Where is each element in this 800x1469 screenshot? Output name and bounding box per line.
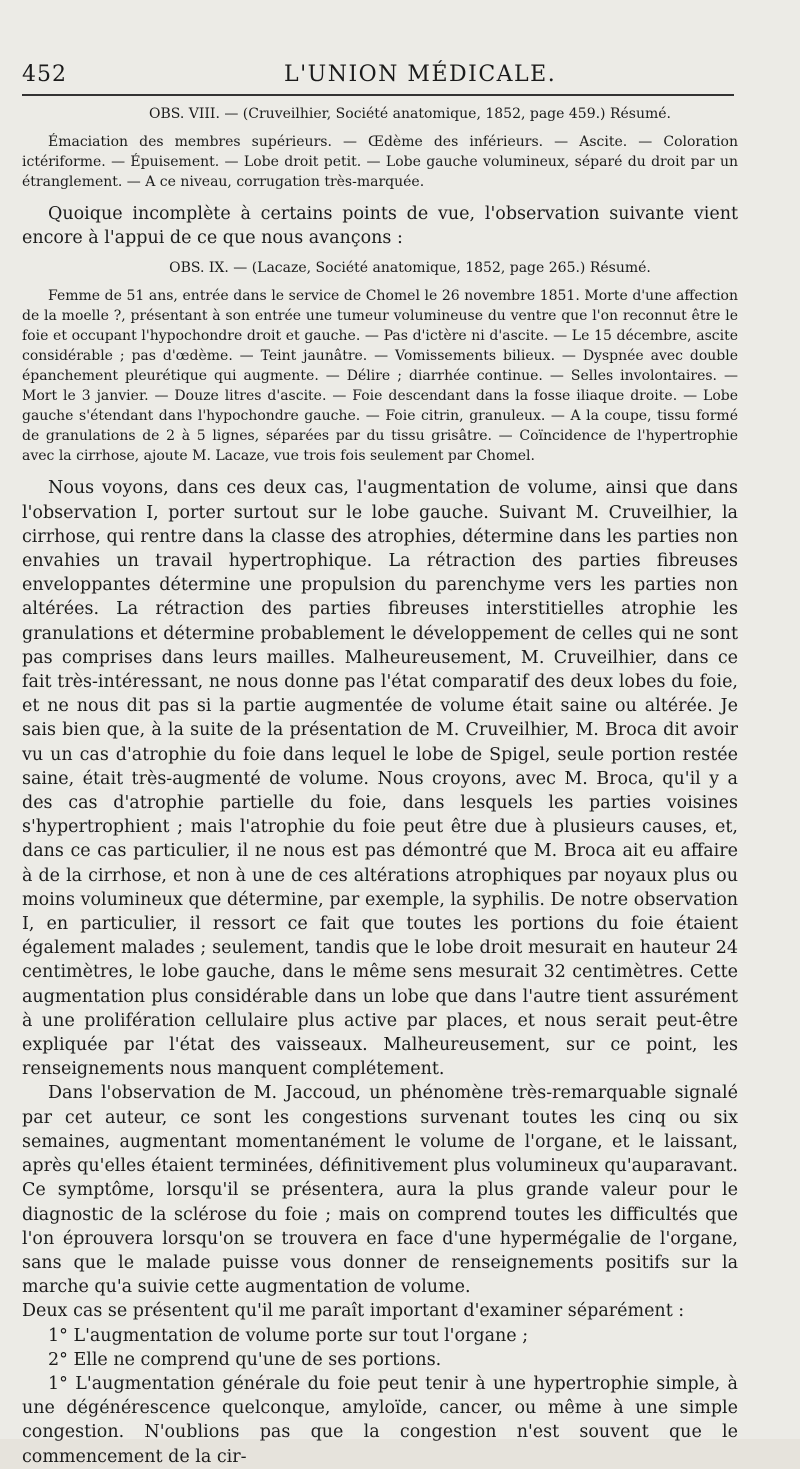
article-body	[22, 104, 738, 1469]
discussion-paragraph-3: 1° L'augmentation générale du foie peut tenir à une hypertrophie simple, à une dégénérescence quelconque, amyloïde, cancer, ou même à une simple congestion. N'oublions pas que la congestion n'est souvent que le commencement de la cir-	[22, 1373, 738, 1467]
discussion-paragraph-1: Nous voyons, dans ces deux cas, l'augmentation de volume, ainsi que dans l'observation I, porter surtout sur le lobe gauche. Suivant M. Cruveilhier, la cirrhose, qui rentre dans la classe des atrophies, détermine dans les parties non envahies un travail hypertrophique. La rétraction des parties fibreuses enveloppantes détermine une propulsion du parenchyme vers les parties non altérées. La rétraction des parties fibreuses interstitielles atrophie les granulations et détermine probablement le développement de celles qui ne sont pas comprises dans leurs mailles. Malheureusement, M. Cruveilhier, dans ce fait très-intéressant, ne nous donne pas l'état comparatif des deux lobes du foie, et ne nous dit pas si la partie augmentée de volume était saine ou altérée. Je sais bien que, à la suite de la présentation de M. Cruveilhier, M. Broca dit avoir vu un cas d'atrophie du foie dans lequel le lobe de Spigel, seule portion restée saine, était très-augmenté de volume. Nous croyons, avec M. Broca, qu'il y a des cas d'atrophie partielle du foie, dans lesquels les parties voisines s'hypertrophient ; mais l'atrophie du foie peut être due à plusieurs causes, et, dans ce cas particulier, il ne nous est pas démontré que M. Broca ait eu affaire à de la cirrhose, et non à une de ces altérations atrophiques par noyaux plus ou moins volumineux que détermine, par exemple, la syphilis. De notre observation I, en particulier, il ressort ce fait que toutes les portions du foie étaient également malades ; seulement, tandis que le lobe droit mesurait en hauteur 24 centimètres, le lobe gauche, dans le même sens mesurait 32 centimètres. Cette augmentation plus considérable dans un lobe que dans l'autre tient assurément à une prolifération cellulaire plus active par places, et nous serait peut-être expliquée par l'état des vaisseaux. Malheureusement, sur ce point, les renseignements nous manquent complétement.	[22, 478, 738, 1080]
cases-intro-line: Deux cas se présentent qu'il me paraît important d'examiner séparément :	[22, 1301, 685, 1322]
observation-8-summary: Émaciation des membres supérieurs. — Œdème des inférieurs. — Ascite. — Coloration ictériforme. — Épuisement. — Lobe droit petit. — Lobe gauche volumineux, séparé du droit par un étranglement. — A ce niveau, corrugation très-marquée.	[22, 134, 738, 190]
case-2-line: 2° Elle ne comprend qu'une de ses portions.	[48, 1349, 442, 1370]
case-1-line: 1° L'augmentation de volume porte sur tout l'organe ;	[48, 1325, 529, 1346]
discussion-paragraph-2: Dans l'observation de M. Jaccoud, un phénomène très-remarquable signalé par cet auteur, ce sont les congestions survenant toutes les cinq ou six semaines, augmentant momentanément le volume de l'organe, et le laissant, après qu'elles étaient terminées, définitivement plus volumineux qu'auparavant. Ce symptôme, lorsqu'il se présentera, aura la plus grande valeur pour le diagnostic de la sclérose du foie ; mais on comprend toutes les difficultés que l'on éprouvera lorsqu'on se trouvera en face d'une hypermégalie de l'organe, sans que le malade puisse vous donner de renseignements positifs sur la marche qu'a suivie cette augmentation de volume.	[22, 1083, 738, 1298]
running-title: L'UNION MÉDICALE.	[284, 62, 557, 87]
page-number: 452	[22, 62, 67, 87]
observation-9-summary: Femme de 51 ans, entrée dans le service de Chomel le 26 novembre 1851. Morte d'une affection de la moelle ?, présentant à son entrée une tumeur volumineuse du ventre que l'on reconnut être le foie et occupant l'hypochondre droit et gauche. — Pas d'ictère ni d'ascite. — Le 15 décembre, ascite considérable ; pas d'œdème. — Teint jaunâtre. — Vomissements bilieux. — Dyspnée avec double épanchement pleurétique qui augmente. — Délire ; diarrhée continue. — Selles involontaires. — Mort le 3 janvier. — Douze litres d'ascite. — Foie descendant dans la fosse iliaque droite. — Lobe gauche s'étendant dans l'hypochondre gauche. — Foie citrin, granuleux. — A la coupe, tissu formé de granulations de 2 à 5 lignes, séparées par du tissu grisâtre. — Coïncidence de l'hypertrophie avec la cirrhose, ajoute M. Lacaze, vue trois fois seulement par Chomel.	[22, 288, 738, 465]
header-rule	[22, 94, 734, 96]
transition-paragraph: Quoique incomplète à certains points de vue, l'observation suivante vient encore à l'appui de ce que nous avançons :	[22, 204, 738, 249]
observation-9-heading: OBS. IX. — (Lacaze, Société anatomique, 1852, page 265.) Résumé.	[169, 260, 651, 277]
observation-8-heading: OBS. VIII. — (Cruveilhier, Société anatomique, 1852, page 459.) Résumé.	[149, 106, 671, 122]
page-header	[22, 58, 762, 98]
